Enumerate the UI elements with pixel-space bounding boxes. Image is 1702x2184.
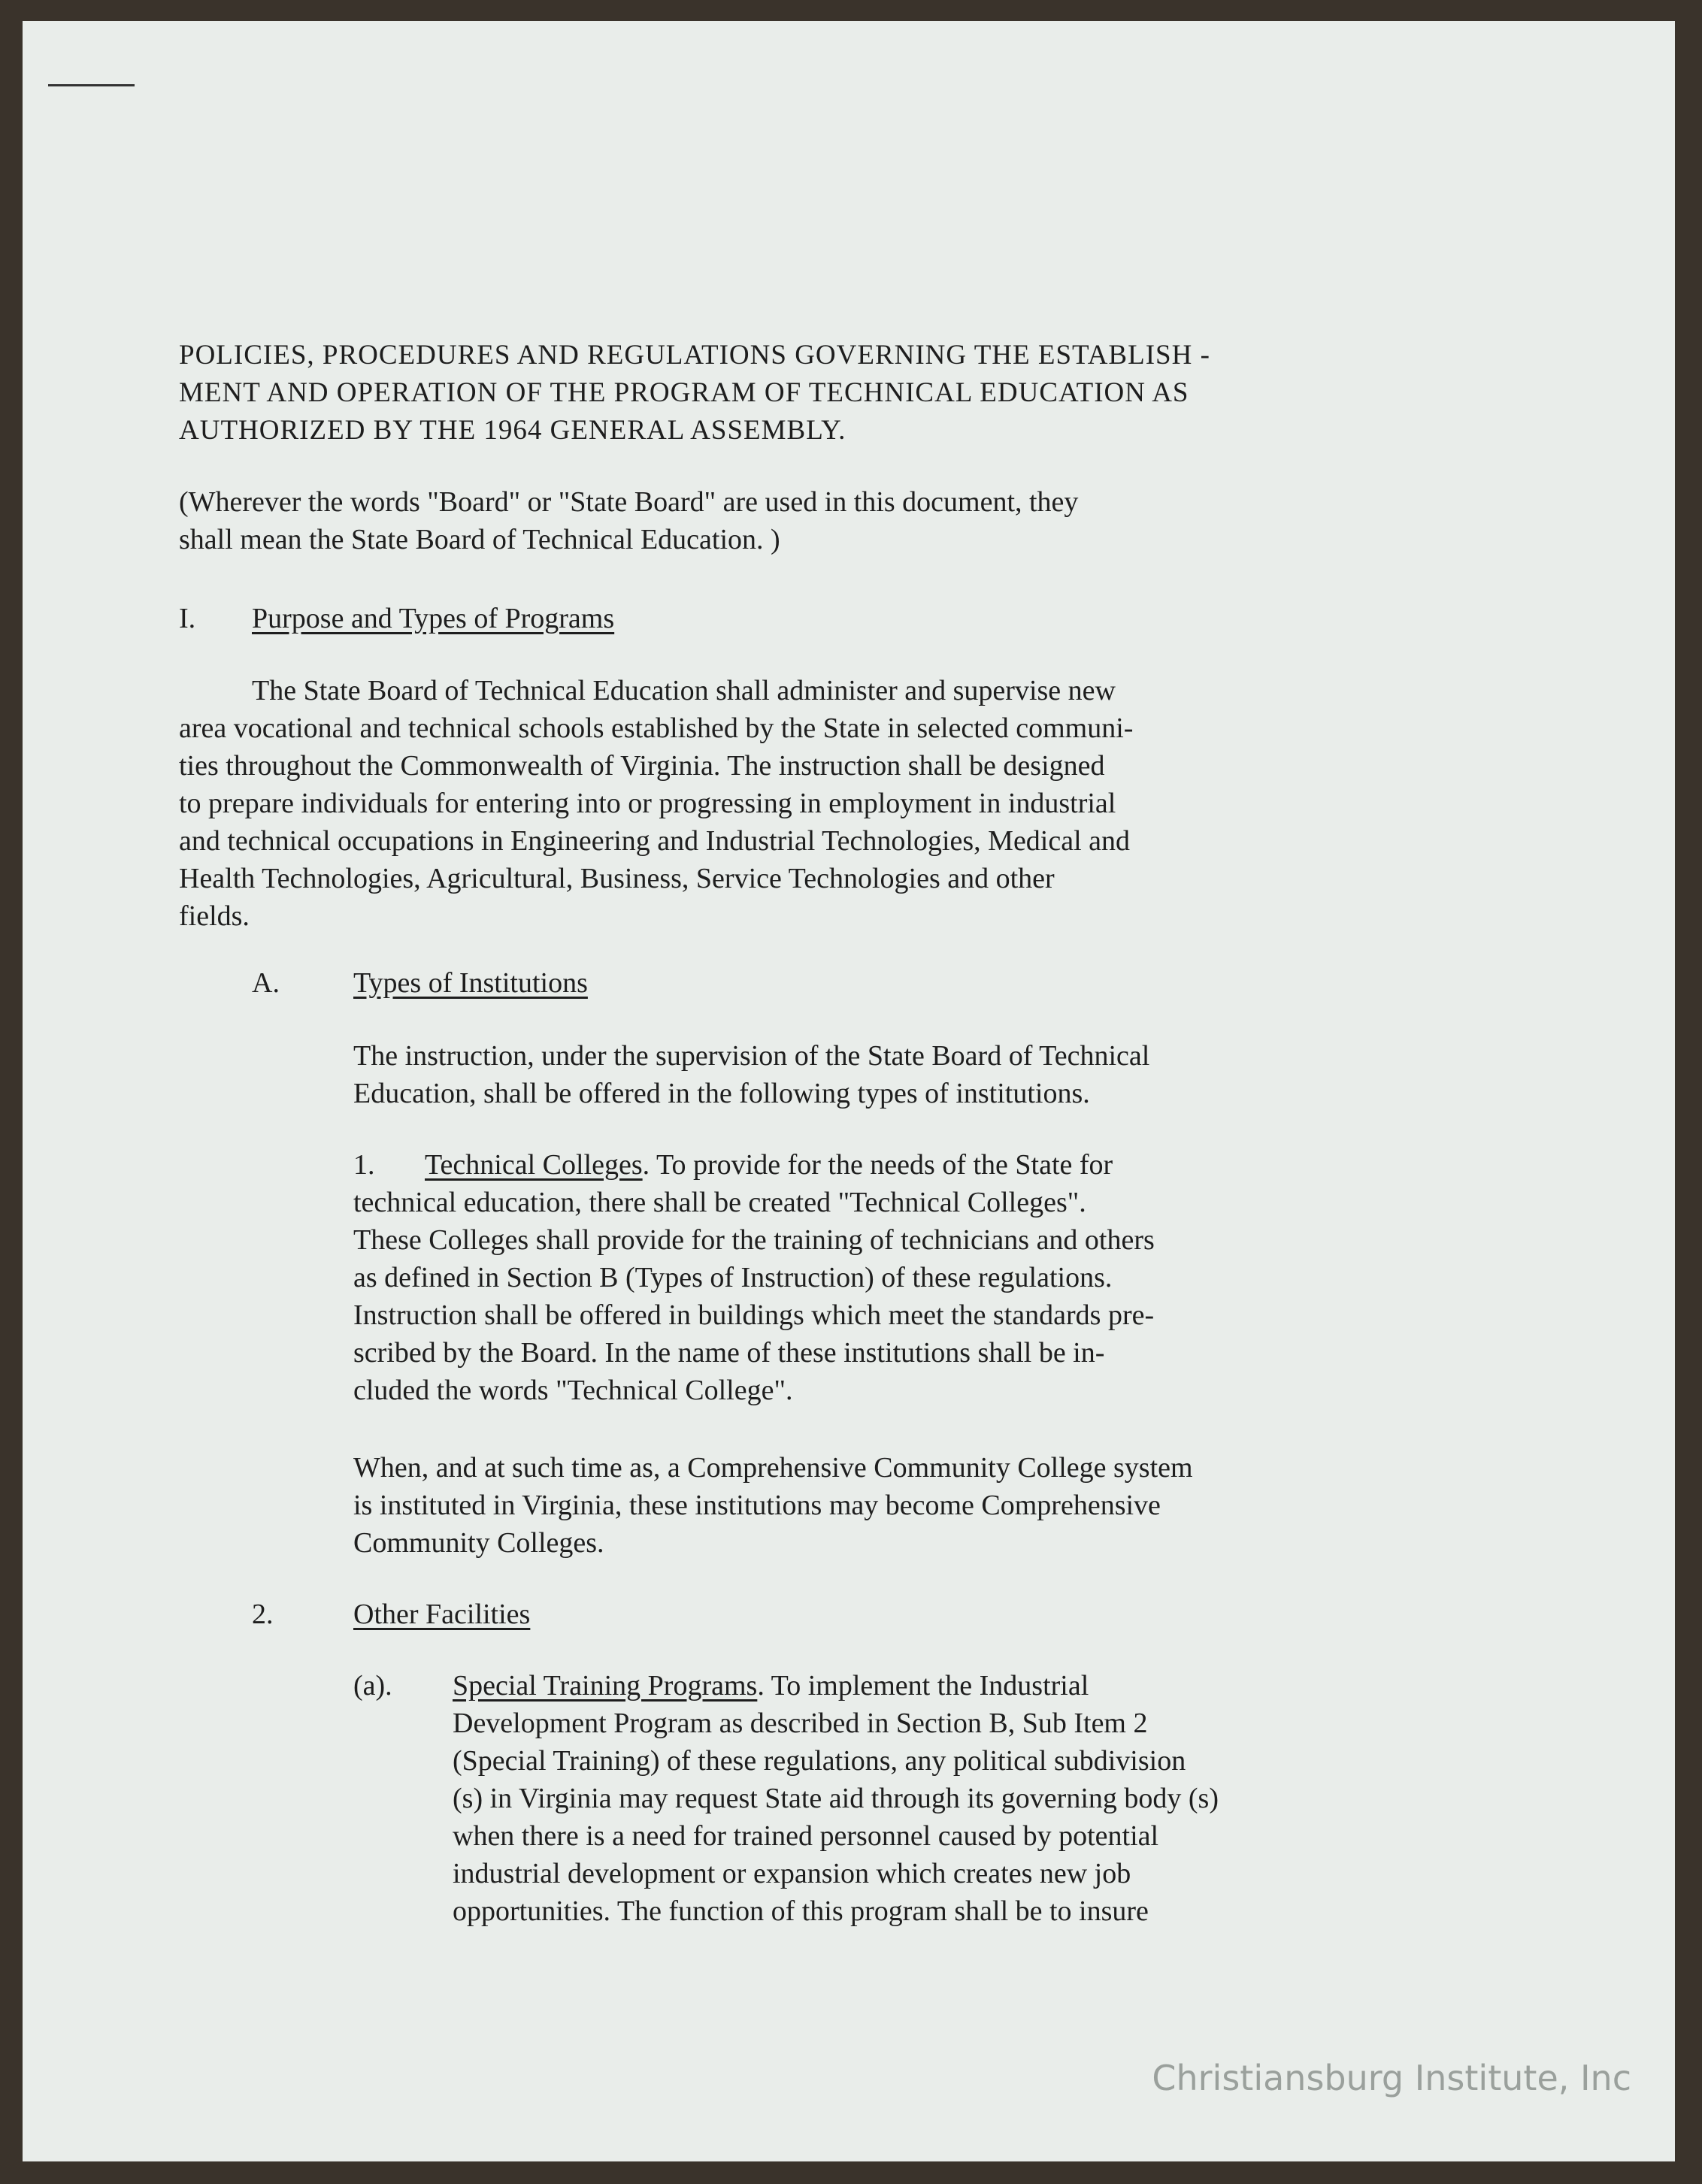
paragraph-line: scribed by the Board. In the name of these institutions shall be in- xyxy=(353,1337,1105,1369)
paragraph-line: When, and at such time as, a Comprehensive Community College system xyxy=(353,1452,1193,1484)
note-line: shall mean the State Board of Technical Education. ) xyxy=(179,524,780,555)
paragraph-line: Instruction shall be offered in buildings which meet the standards pre- xyxy=(353,1299,1155,1331)
section-a-heading xyxy=(252,964,588,1002)
paragraph-line: Community Colleges. xyxy=(353,1527,604,1559)
paragraph-line: The State Board of Technical Education shall administer and supervise new xyxy=(252,675,1116,706)
section-title: Types of Institutions xyxy=(353,967,588,999)
paragraph-line: Health Technologies, Agricultural, Business, Service Technologies and other xyxy=(179,863,1055,894)
paragraph-line: technical education, there shall be created "Technical Colleges". xyxy=(353,1187,1086,1218)
paragraph-line: opportunities. The function of this program shall be to insure xyxy=(453,1895,1149,1927)
subitem-label: (a). xyxy=(353,1670,392,1702)
subitem-title: Special Training Programs xyxy=(453,1670,758,1702)
title-line: POLICIES, PROCEDURES AND REGULATIONS GOVERNING THE ESTABLISH - xyxy=(179,340,1210,371)
paragraph-line: These Colleges shall provide for the training of technicians and others xyxy=(353,1224,1155,1256)
item-title: Other Facilities xyxy=(353,1599,531,1630)
item-number: 2. xyxy=(252,1599,274,1630)
section-a-paragraph xyxy=(353,1037,1631,1112)
document-page xyxy=(23,21,1675,2161)
section-number: I. xyxy=(179,603,196,634)
note-line: (Wherever the words "Board" or "State Board" are used in this document, they xyxy=(179,486,1079,518)
item-number: 1. xyxy=(353,1149,375,1181)
paragraph-line: ties throughout the Commonwealth of Virginia. The instruction shall be designed xyxy=(179,750,1105,782)
paragraph-line: (Special Training) of these regulations, any political subdivision xyxy=(453,1745,1186,1777)
paragraph-line: 1. Technical Colleges. To provide for the needs of the State for xyxy=(353,1146,1631,1184)
section-1-heading xyxy=(179,600,1532,637)
paragraph-line: to prepare individuals for entering into or progressing in employment in industrial xyxy=(179,788,1116,819)
title-line: AUTHORIZED BY THE 1964 GENERAL ASSEMBLY. xyxy=(179,415,846,446)
paragraph-line: The instruction, under the supervision of the State Board of Technical xyxy=(353,1040,1150,1072)
paragraph-line: industrial development or expansion which creates new job xyxy=(453,1858,1131,1889)
paragraph-line: (s) in Virginia may request State aid through its governing body (s) xyxy=(453,1783,1219,1814)
item-title: Technical Colleges xyxy=(425,1149,643,1181)
paragraph-line: Development Program as described in Section B, Sub Item 2 xyxy=(453,1708,1148,1739)
paragraph-line: as defined in Section B (Types of Instruction) of these regulations. xyxy=(353,1262,1113,1293)
special-training-paragraph xyxy=(353,1667,1631,1927)
intro-paragraph xyxy=(179,672,1607,935)
paragraph-line: when there is a need for trained personnel caused by potential xyxy=(453,1820,1159,1852)
pencil-mark xyxy=(48,84,135,86)
paragraph-line: area vocational and technical schools established by the State in selected communi- xyxy=(179,712,1134,744)
paragraph-line: is instituted in Virginia, these institutions may become Comprehensive xyxy=(353,1490,1161,1521)
paragraph-line: Education, shall be offered in the following types of institutions. xyxy=(353,1078,1090,1109)
watermark: Christiansburg Institute, Inc xyxy=(1152,2058,1631,2098)
item-2-heading xyxy=(252,1596,530,1633)
section-title: Purpose and Types of Programs xyxy=(252,603,615,634)
title-line: MENT AND OPERATION OF THE PROGRAM OF TECHNICAL EDUCATION AS xyxy=(179,377,1189,408)
paragraph-line: Special Training Programs. To implement the Industrial xyxy=(453,1670,1089,1702)
section-number: A. xyxy=(252,967,280,999)
paragraph-line: cluded the words "Technical College". xyxy=(353,1375,793,1406)
document-title xyxy=(179,337,1607,449)
paragraph-line: fields. xyxy=(179,900,250,932)
community-college-paragraph xyxy=(353,1449,1631,1562)
definition-note xyxy=(179,483,1607,558)
technical-colleges-paragraph xyxy=(353,1146,1631,1409)
paragraph-line: and technical occupations in Engineering and Industrial Technologies, Medical and xyxy=(179,825,1131,857)
